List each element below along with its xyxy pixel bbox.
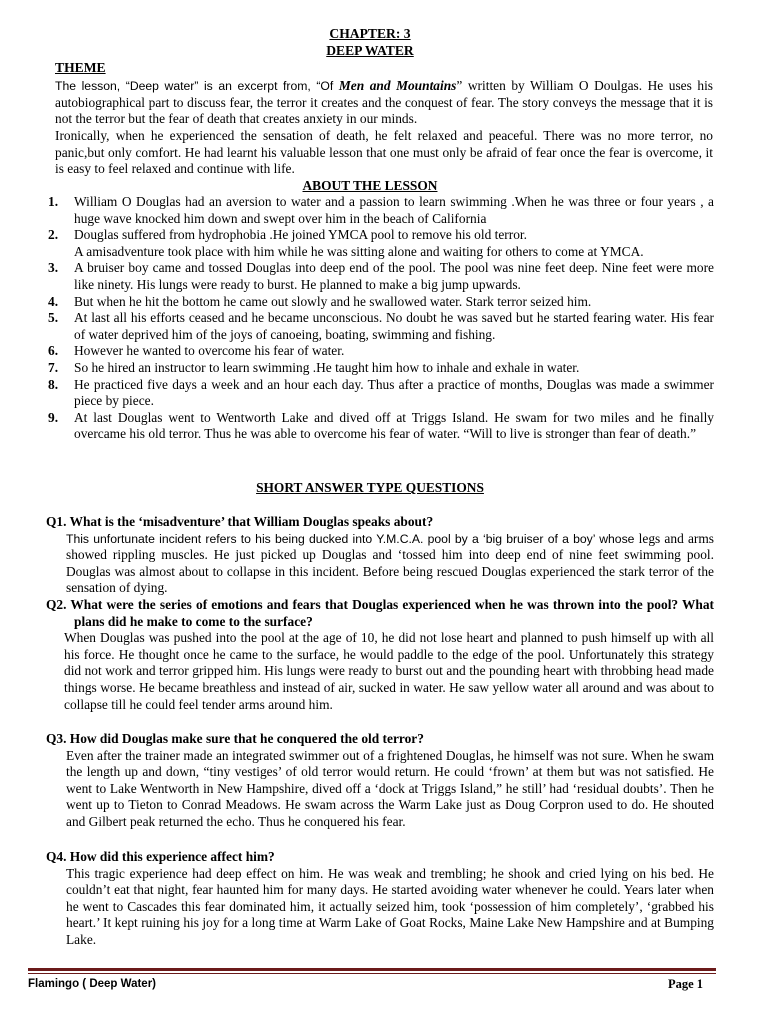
list-item [30,377,714,410]
answer-1-part-b: legs and arms showed rippling muscles. He just picked up Douglas and ‘tossed him into deep end of nine feet swimming pool. Douglas was almost about to collapse in this incident. Before being rescued Douglas experienced the stark terror of the sensation of dying. [66,530,714,596]
question-3: Q3. How did Douglas make sure that he conquered the old terror? [46,731,424,746]
footer-book-label: Flamingo ( Deep Water) [28,978,156,990]
list-text: William O Douglas had an aversion to water and a passion to learn swimming .When he was three or four years , a huge wave knocked him down and swept over him in the beach of California [74,194,714,226]
theme-heading: THEME [55,60,106,75]
theme-paragraph-1 [55,78,713,128]
short-answer-heading: SHORT ANSWER TYPE QUESTIONS [256,480,484,495]
footer-page-number: Page 1 [668,977,704,991]
list-item [30,194,714,227]
footer-divider-thin [28,973,716,974]
book-title: Men and Mountains [338,78,457,93]
answer-1-part-a: This unfortunate incident refers to his being ducked into Y.M.C.A. pool by a ‘big bruiser of a boy’ whose [66,531,635,546]
list-item [30,310,714,343]
question-4: Q4. How did this experience affect him? [46,849,275,864]
list-item [30,227,714,260]
list-number: 5. [48,310,59,326]
list-text: Douglas suffered from hydrophobia .He joined YMCA pool to remove his old terror. [74,227,527,243]
list-item [30,294,714,311]
list-number: 6. [48,343,59,359]
answer-4: This tragic experience had deep effect on him. He was weak and trembling; he shook and cried lying on his bed. He couldn’t eat that night, fear haunted him for many days. He started avoiding water whenever he could. Years later when he went to Cascades this fear dominated him, it actually seized him, took ‘possession of him completely’, ‘grabbed his heart.’ It kept ruining his joy for a long time at Warm Lake of Goat Rocks, Maine Lake New Hampshire and at Bumping Lake. [66,865,714,947]
list-text: He practiced five days a week and an hour each day. Thus after a practice of months, Douglas was made a swimmer piece by piece. [74,376,714,409]
footer-divider-thick [28,968,716,971]
answer-2: When Douglas was pushed into the pool at the age of 10, he did not lose heart and planned to push himself up with all his force. He thought once he came to the surface, he would paddle to the edge of the pool. Unfortunately this strategy did not work and terror gripped him. His lungs were ready to burst out and the pounding heart with throbbing head made things worse. He became breathless and instead of air, sucked in water. He saw yellow water all around and was about to collapse till he could feel tender arms around him. [64,630,714,712]
list-number: 9. [48,409,59,425]
list-text: A bruiser boy came and tossed Douglas into deep end of the pool. The pool was nine feet deep. Nine feet were more like ninety. His lungs were ready to burst. He planned to make a big jump upwards. [74,260,714,292]
question-block-3 [46,731,714,831]
lesson-list [30,194,714,443]
answer-1 [46,531,714,597]
list-item [30,410,714,443]
list-text: But when he hit the bottom he came out slowly and he swallowed water. Stark terror seized him. [74,293,592,309]
chapter-title: DEEP WATER [326,43,414,58]
list-text: So he hired an instructor to learn swimming .He taught him how to inhale and exhale in water. [74,359,580,375]
answer-3: Even after the trainer made an integrated swimmer out of a frightened Douglas, he himself was not sure. When he swam the length up and down, “tiny vestiges’ of old terror would return. He could ‘frown’ at them but was not satisfied. He went to Lake Wentworth in New Hampshire, dived off a ‘dock at Triggs Island,” he still’ had ‘residual doubts’. Then he went up to Tieton to Conrad Meadows. He swam across the Warm Lake just as Doug Corpron used to do. He shouted and Gilbert peak returned the echo. Thus he conquered his fear. [66,747,714,829]
list-number: 2. [48,227,59,243]
question-2: Q2. What were the series of emotions and fears that Douglas experienced when he was thrown into the pool? What plans did he make to come to the surface? [46,597,714,629]
theme-paragraph-2: Ironically, when he experienced the sensation of death, he felt relaxed and peaceful. There was no more terror, no panic,but only comfort. He had learnt his valuable lesson that one must only be afraid of fear once the fear is overcome, it is easy to feel relaxed and continue with life. [55,128,713,177]
list-text: At last all his efforts ceased and he became unconscious. No doubt he was saved but he started fearing water. His fear of water deprived him of the joys of canoeing, boating, swimming and fishing. [74,310,714,342]
theme-text-b: ” written by William O Doulgas. He uses his autobiographical part to discuss fear, the terror it creates and the conquest of fear. The story conveys the message that it is not the terror but the fear of death that creates anxiety in our minds. [55,78,714,127]
question-1: Q1. What is the ‘misadventure’ that William Douglas speaks about? [46,514,434,529]
list-number: 1. [48,194,59,209]
list-text: However he wanted to overcome his fear of water. [74,343,345,359]
list-number: 7. [48,359,59,375]
list-item [30,260,714,293]
question-block-1 [46,514,714,597]
list-text: At last Douglas went to Wentworth Lake and dived off at Triggs Island. He swam for two miles and he finally overcame his old terror. Thus he was able to overcome his fear of water. “Will to live is stronger than fear of death.” [74,409,714,442]
list-number: 8. [48,376,59,392]
list-item [30,343,714,360]
theme-text-a: The lesson, “Deep water” is an excerpt from, “Of [55,79,339,93]
chapter-number: CHAPTER: 3 [329,26,411,41]
question-block-2 [46,597,714,713]
question-block-4 [46,849,714,949]
list-number: 4. [48,293,59,309]
list-item [30,360,714,377]
list-text-continued: A amisadventure took place with him while he was sitting alone and waiting for others to come at YMCA. [74,243,644,259]
about-heading: ABOUT THE LESSON [302,178,438,193]
list-number: 3. [48,260,59,276]
